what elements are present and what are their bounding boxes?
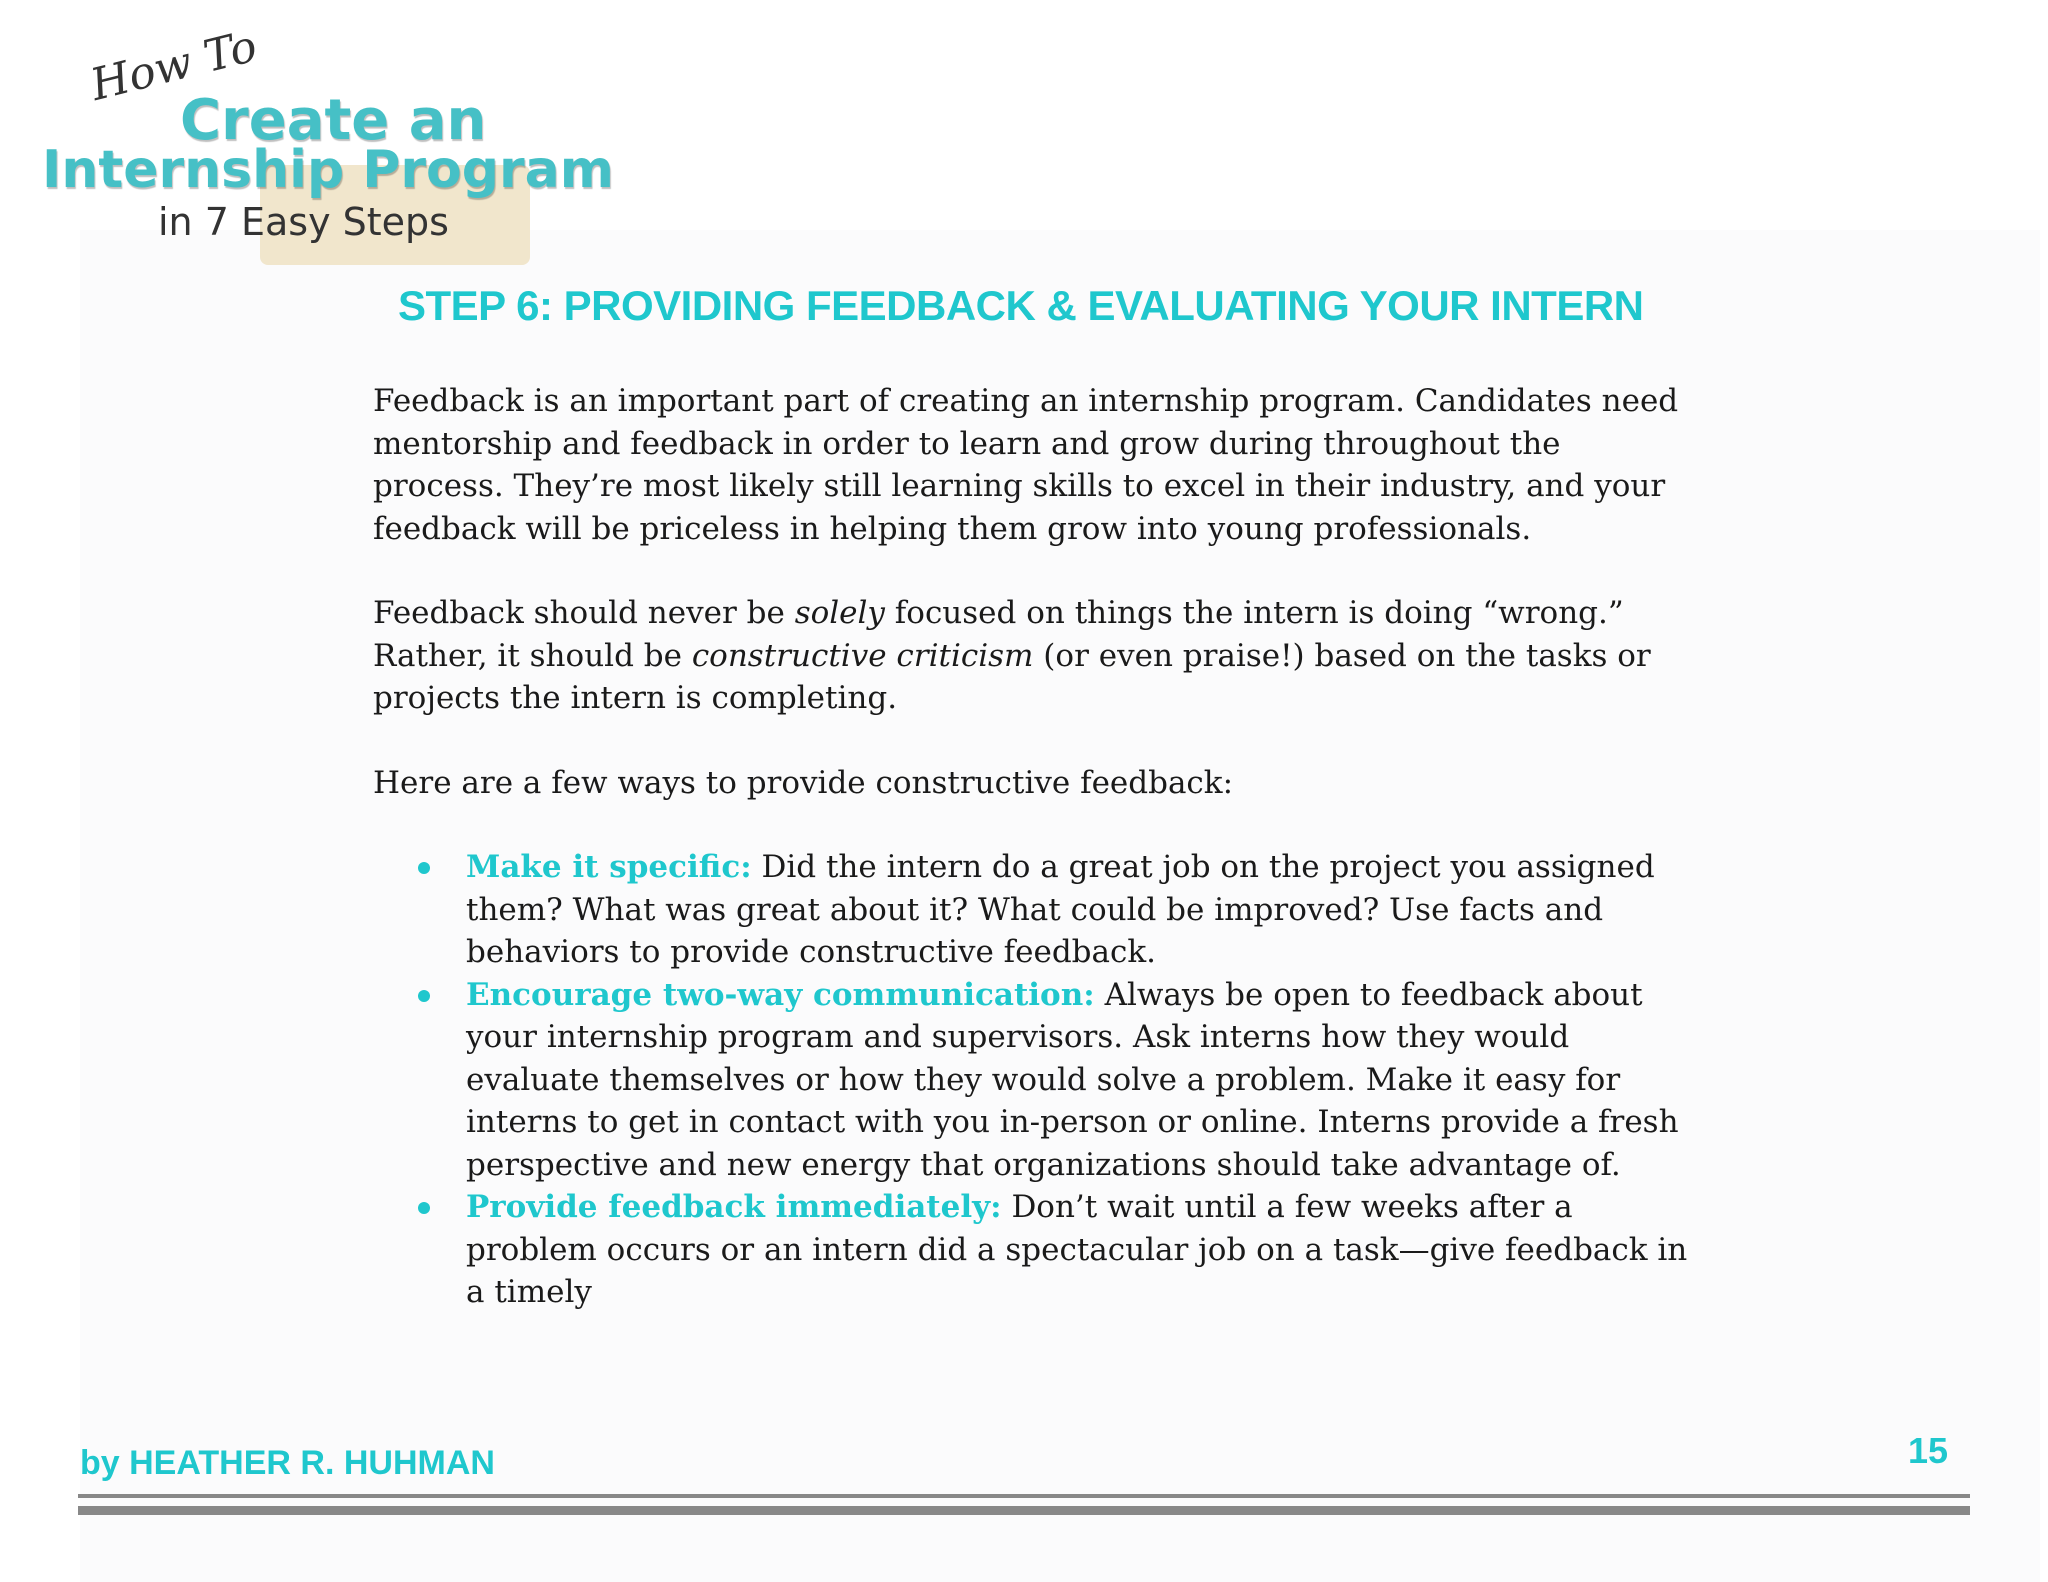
tip-term: Make it specific: [466, 849, 752, 885]
feedback-tips-list [373, 846, 1693, 1314]
footer-rule-thin [78, 1494, 1970, 1498]
book-logo [40, 20, 614, 244]
emphasis-solely: solely [794, 595, 885, 631]
footer-rule-thick [78, 1506, 1970, 1515]
footer-author: by HEATHER R. HUHMAN [80, 1444, 495, 1482]
tip-text: Don’t wait until a few weeks after a problem occurs or an intern did a spectacular job on a task—give feedback in a timely [466, 1189, 1688, 1310]
logo-how-to: How To [85, 20, 262, 112]
list-item [373, 1186, 1693, 1314]
page-title: STEP 6: PROVIDING FEEDBACK & EVALUATING YOUR INTERN [398, 282, 1644, 329]
bullet-icon [418, 990, 430, 1002]
list-item [373, 846, 1693, 974]
body-content [373, 380, 1693, 1314]
text-run: (or even praise!) based on the tasks or projects the intern is completing. [373, 637, 1651, 716]
paragraph-list-intro: Here are a few ways to provide constructive feedback: [373, 764, 1234, 801]
logo-easy-steps: in 7 Easy Steps [158, 200, 449, 244]
tip-term: Encourage two-way communication: [466, 976, 1095, 1013]
logo-create-an: Create an [180, 88, 487, 153]
tip-text: Did the intern do a great job on the project you assigned them? What was great about it? What could be improved? Use facts and behaviors to provide constructive feedback. [466, 849, 1655, 970]
paragraph-feedback-focus [373, 592, 1693, 720]
emphasis-constructive-criticism: constructive criticism [691, 637, 1034, 674]
tip-term: Provide feedback immediately: [466, 1189, 1002, 1225]
list-item [373, 974, 1693, 1187]
page-number: 15 [1908, 1430, 1949, 1471]
paragraph-intro: Feedback is an important part of creating an internship program. Candidates need mentorship and feedback in order to learn and grow during throughout the process. They’re most likely still learning skills to excel in their industry, and your feedback will be priceless in helping them grow into young professionals. [373, 383, 1679, 547]
bullet-icon [418, 862, 430, 874]
logo-internship-program: Internship Program [42, 140, 614, 200]
text-run: focused on things the intern is doing “wrong.” Rather, it should be [373, 595, 1624, 674]
tip-text: Always be open to feedback about your internship program and supervisors. Ask interns how they would evaluate themselves or how they would solve a problem. Make it easy for interns to get in contact with you in-person or online. Interns provide a fresh perspective and new energy that organizations should take advantage of. [466, 976, 1679, 1183]
bullet-icon [418, 1202, 430, 1214]
text-run: Feedback should never be [373, 595, 795, 631]
